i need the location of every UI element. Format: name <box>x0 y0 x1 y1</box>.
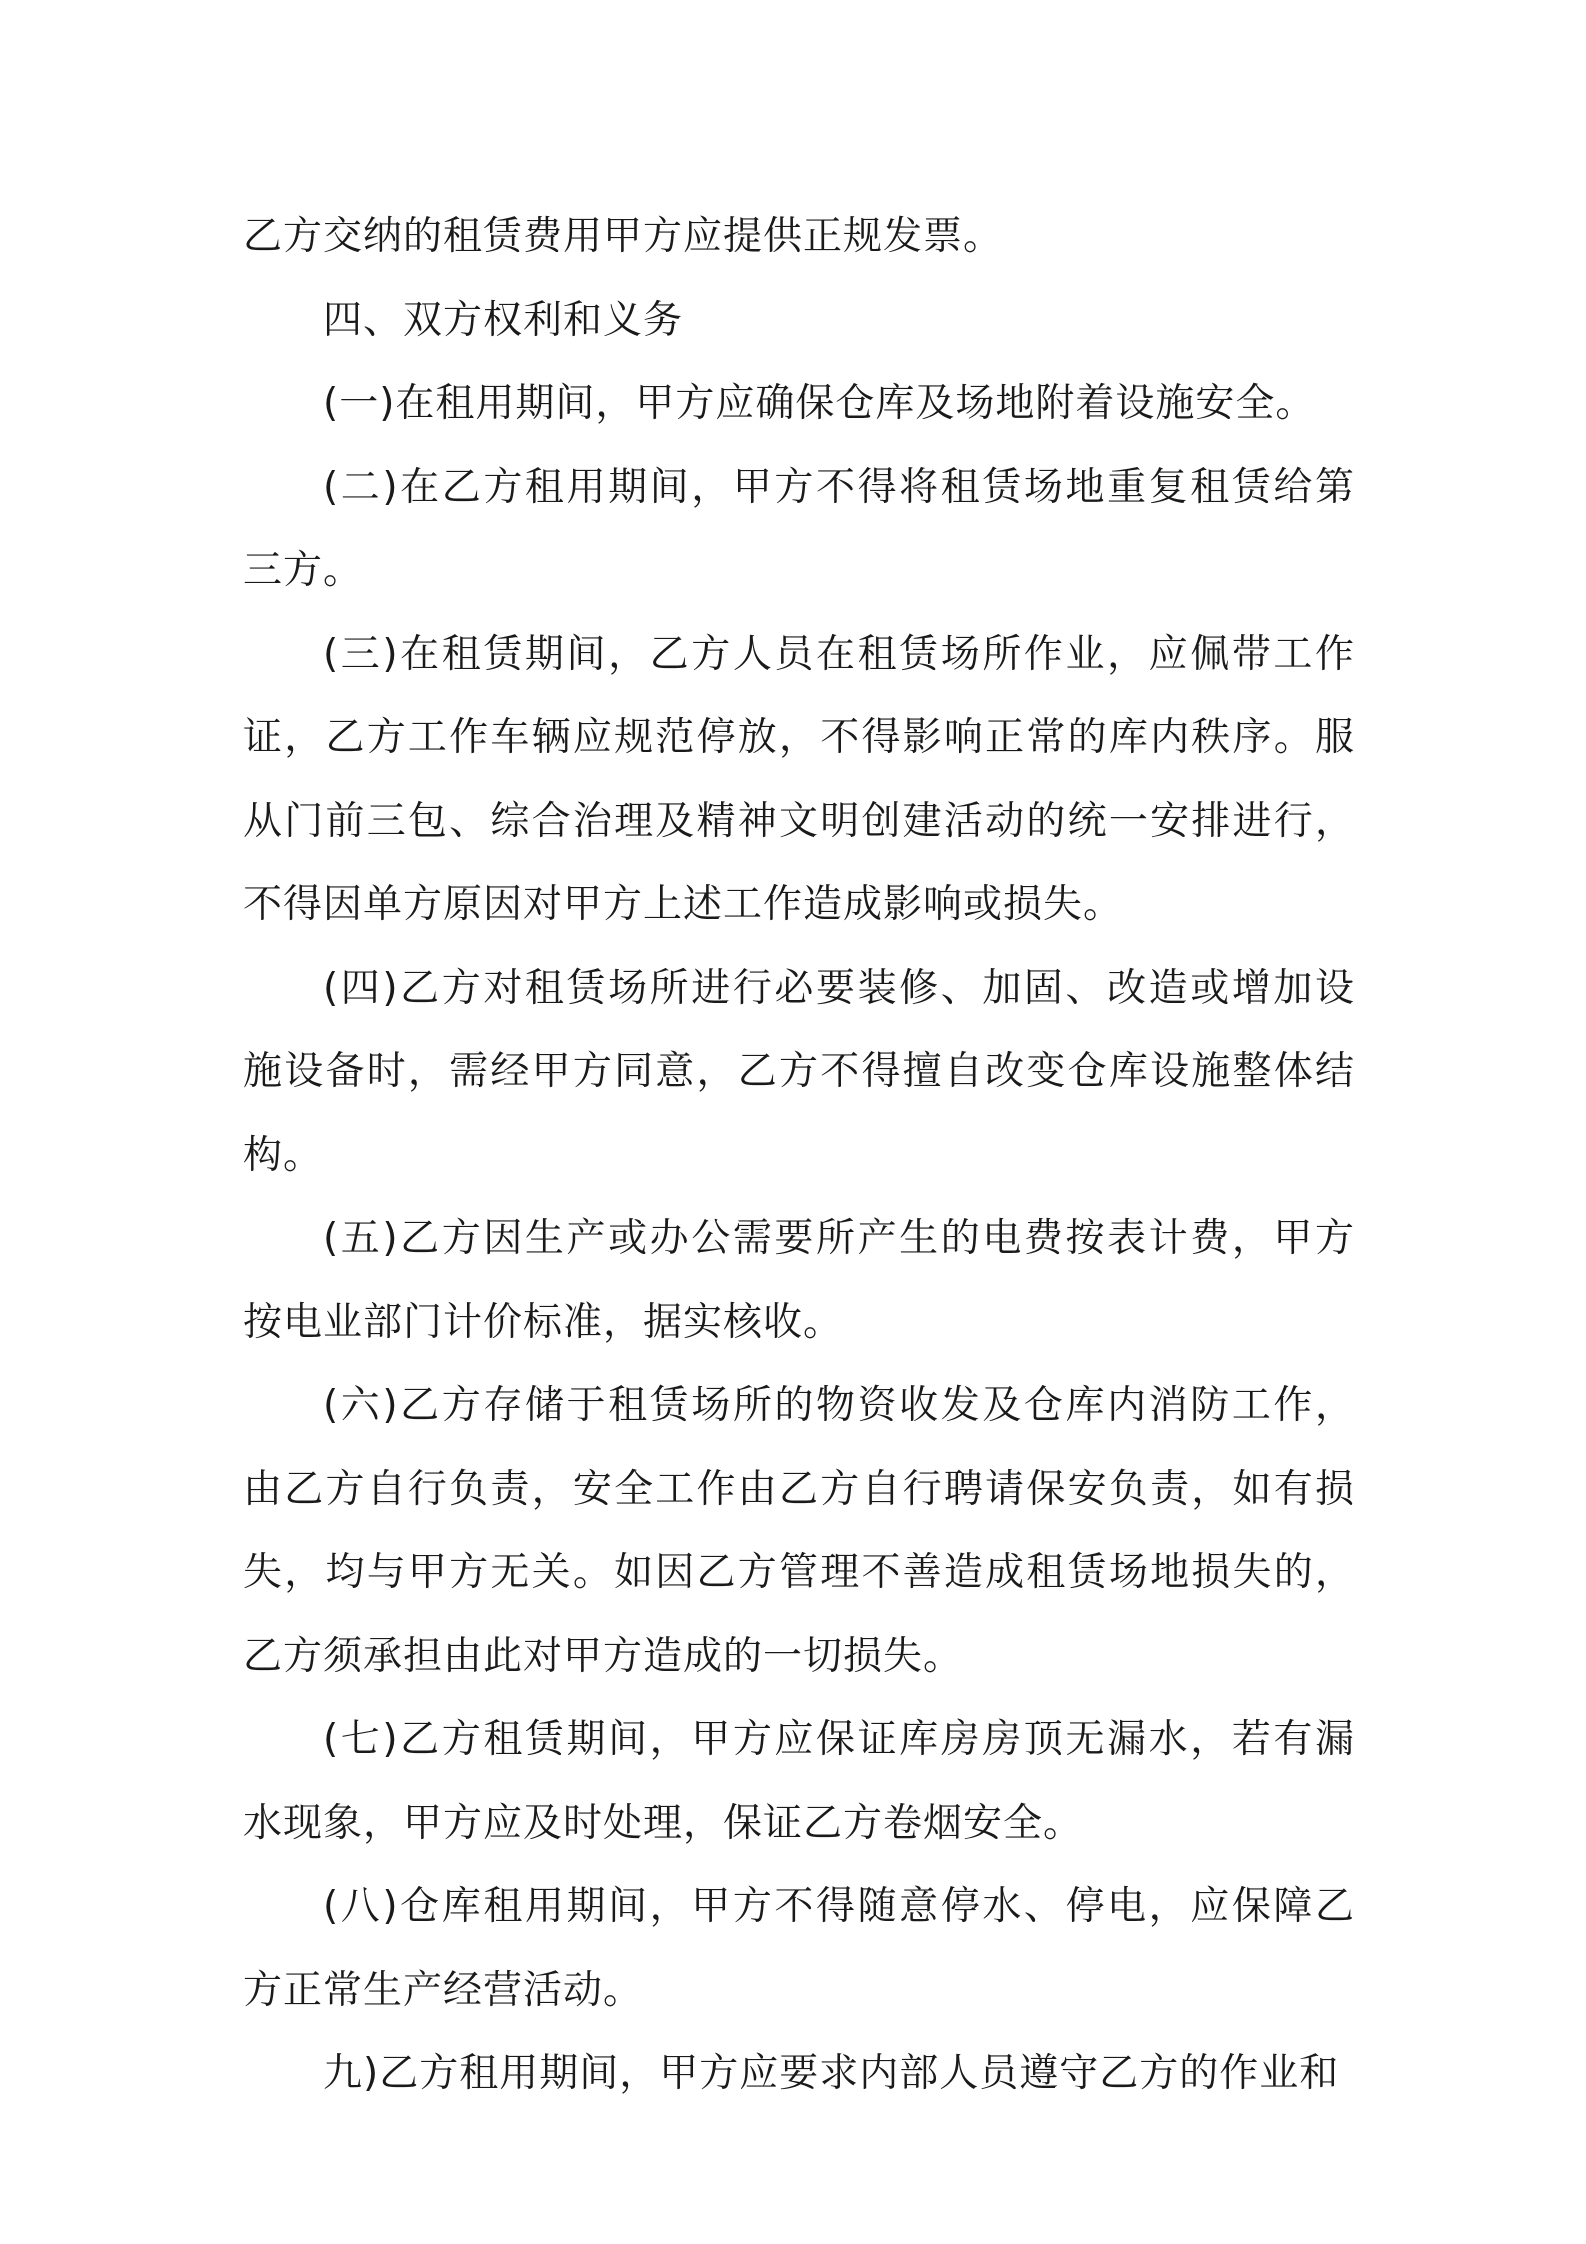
document-body <box>243 195 1355 2116</box>
paragraph-invoice: 乙方交纳的租赁费用甲方应提供正规发票。 <box>243 214 1004 259</box>
clause-4: (四)乙方对租赁场所进行必要装修、加固、改造或增加设施设备时，需经甲方同意，乙方不得擅自改变仓库设施整体结构。 <box>243 965 1355 1178</box>
clause-3: (三)在租赁期间，乙方人员在租赁场所作业，应佩带工作证，乙方工作车辆应规范停放，不得影响正常的库内秩序。服从门前三包、综合治理及精神文明创建活动的统一安排进行，不得因单方原因对甲方上述工作造成影响或损失。 <box>243 631 1355 927</box>
clause-8: (八)仓库租用期间，甲方不得随意停水、停电，应保障乙方正常生产经营活动。 <box>243 1884 1355 2013</box>
clause-2: (二)在乙方租用期间，甲方不得将租赁场地重复租赁给第三方。 <box>243 464 1355 593</box>
section-heading-rights-obligations: 四、双方权利和义务 <box>323 297 684 343</box>
clause-6: (六)乙方存储于租赁场所的物资收发及仓库内消防工作，由乙方自行负责，安全工作由乙方自行聘请保安负责，如有损失，均与甲方无关。如因乙方管理不善造成租赁场地损失的，乙方须承担由此对甲方造成的一切损失。 <box>243 1383 1355 1679</box>
clause-9: 九)乙方租用期间，甲方应要求内部人员遵守乙方的作业和 <box>323 2051 1340 2096</box>
clause-1: (一)在租用期间，甲方应确保仓库及场地附着设施安全。 <box>323 381 1316 426</box>
clause-7: (七)乙方租赁期间，甲方应保证库房房顶无漏水，若有漏水现象，甲方应及时处理，保证乙方卷烟安全。 <box>243 1717 1355 1846</box>
clause-5: (五)乙方因生产或办公需要所产生的电费按表计费，甲方按电业部门计价标准，据实核收。 <box>243 1216 1355 1345</box>
